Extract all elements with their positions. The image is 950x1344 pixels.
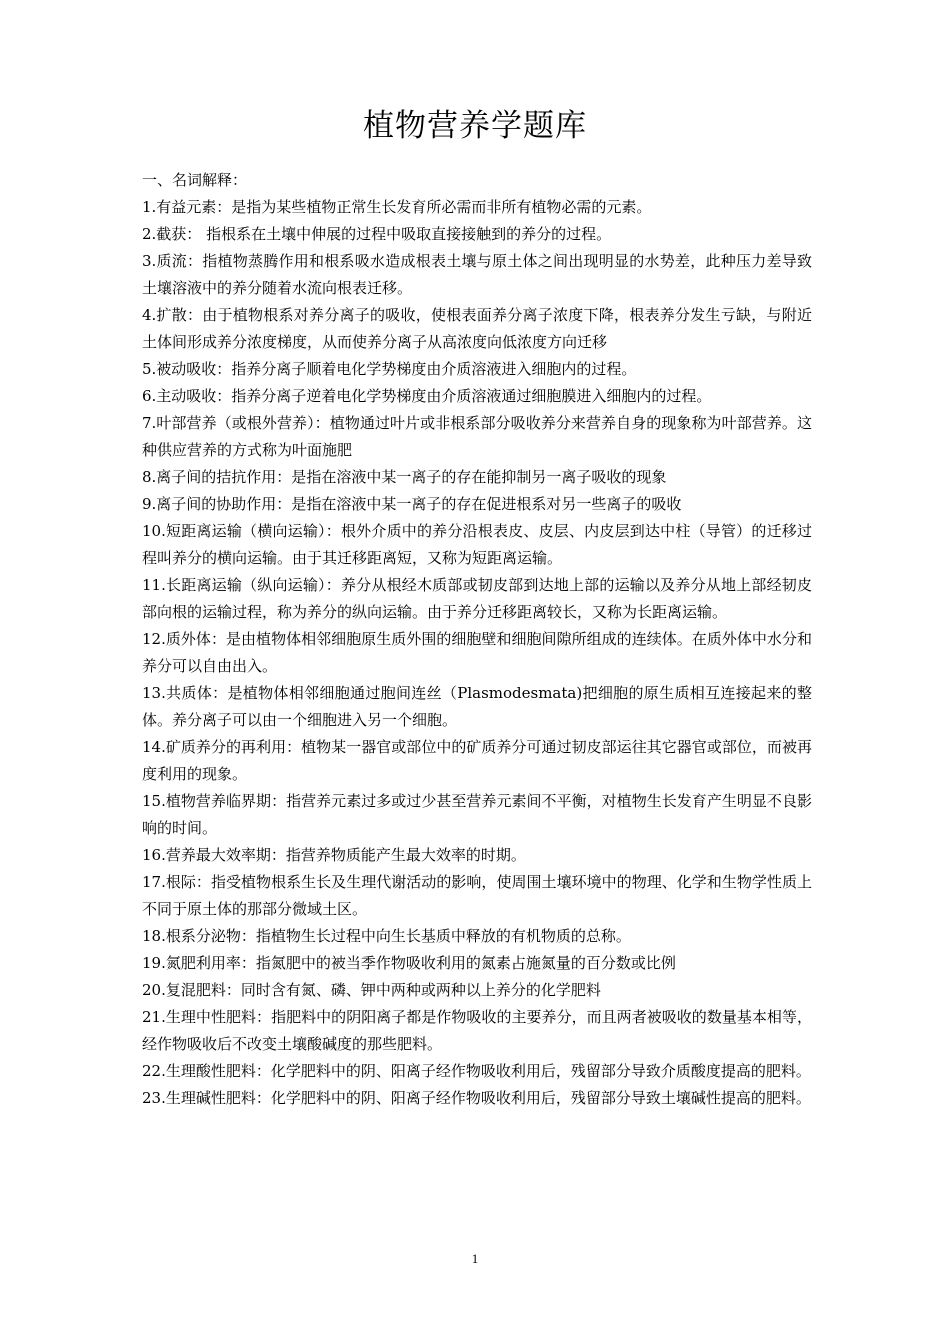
glossary-item-18: 18.根系分泌物：指植物生长过程中向生长基质中释放的有机物质的总称。: [142, 927, 631, 945]
glossary-item-17: 17.根际：指受植物根系生长及生理代谢活动的影响，使周围土壤环境中的物理、化学和生物学性质上不同于原土体的那部分微域土区。: [142, 873, 812, 918]
glossary-item-15: 15.植物营养临界期：指营养元素过多或过少甚至营养元素间不平衡，对植物生长发育产生明显不良影响的时间。: [142, 792, 812, 837]
glossary-item-7: 7.叶部营养（或根外营养）：植物通过叶片或非根系部分吸收养分来营养自身的现象称为叶部营养。这种供应营养的方式称为叶面施肥: [142, 414, 812, 459]
glossary-item-23: 23.生理碱性肥料：化学肥料中的阴、阳离子经作物吸收利用后，残留部分导致土壤碱性提高的肥料。: [142, 1089, 811, 1107]
glossary-item-8: 8.离子间的拮抗作用：是指在溶液中某一离子的存在能抑制另一离子吸收的现象: [142, 468, 667, 486]
glossary-item-20: 20.复混肥料：同时含有氮、磷、钾中两种或两种以上养分的化学肥料: [142, 981, 601, 999]
glossary-item-11: 11.长距离运输（纵向运输）：养分从根经木质部或韧皮部到达地上部的运输以及养分从地上部经韧皮部向根的运输过程，称为养分的纵向运输。由于养分迁移距离较长，又称为长距离运输。: [142, 576, 812, 621]
glossary-item-16: 16.营养最大效率期：指营养物质能产生最大效率的时期。: [142, 846, 526, 864]
glossary-item-9: 9.离子间的协助作用：是指在溶液中某一离子的存在促进根系对另一些离子的吸收: [142, 495, 682, 513]
section-heading: 一、名词解释：: [142, 171, 248, 189]
glossary-item-12: 12.质外体：是由植物体相邻细胞原生质外围的细胞壁和细胞间隙所组成的连续体。在质外体中水分和养分可以自由出入。: [142, 630, 812, 675]
document-title: 植物营养学题库: [363, 108, 587, 144]
glossary-item-14: 14.矿质养分的再利用：植物某一器官或部位中的矿质养分可通过韧皮部运往其它器官或部位，而被再度利用的现象。: [142, 738, 812, 783]
glossary-item-2: 2.截获： 指根系在土壤中伸展的过程中吸取直接接触到的养分的过程。: [142, 225, 612, 243]
glossary-item-1: 1.有益元素：是指为某些植物正常生长发育所必需而非所有植物必需的元素。: [142, 198, 652, 216]
glossary-item-5: 5.被动吸收：指养分离子顺着电化学势梯度由介质溶液进入细胞内的过程。: [142, 360, 637, 378]
glossary-item-6: 6.主动吸收：指养分离子逆着电化学势梯度由介质溶液通过细胞膜进入细胞内的过程。: [142, 387, 712, 405]
glossary-item-13: 13.共质体：是植物体相邻细胞通过胞间连丝（Plasmodesmata)把细胞的原生质相互连接起来的整体。养分离子可以由一个细胞进入另一个细胞。: [142, 684, 812, 729]
glossary-body: [142, 167, 812, 1112]
glossary-item-19: 19.氮肥利用率：指氮肥中的被当季作物吸收利用的氮素占施氮量的百分数或比例: [142, 954, 676, 972]
glossary-item-4: 4.扩散：由于植物根系对养分离子的吸收，使根表面养分离子浓度下降，根表养分发生亏缺，与附近土体间形成养分浓度梯度，从而使养分离子从高浓度向低浓度方向迁移: [142, 306, 812, 351]
glossary-item-10: 10.短距离运输（横向运输）：根外介质中的养分沿根表皮、皮层、内皮层到达中柱（导管）的迁移过程叫养分的横向运输。由于其迁移距离短，又称为短距离运输。: [142, 522, 812, 567]
glossary-item-21: 21.生理中性肥料：指肥料中的阴阳离子都是作物吸收的主要养分，而且两者被吸收的数量基本相等，经作物吸收后不改变土壤酸碱度的那些肥料。: [142, 1008, 812, 1053]
glossary-item-3: 3.质流：指植物蒸腾作用和根系吸水造成根表土壤与原土体之间出现明显的水势差，此种压力差导致土壤溶液中的养分随着水流向根表迁移。: [142, 252, 812, 297]
page-number: 1: [471, 1251, 479, 1266]
glossary-item-22: 22.生理酸性肥料：化学肥料中的阴、阳离子经作物吸收利用后，残留部分导致介质酸度提高的肥料。: [142, 1062, 811, 1080]
